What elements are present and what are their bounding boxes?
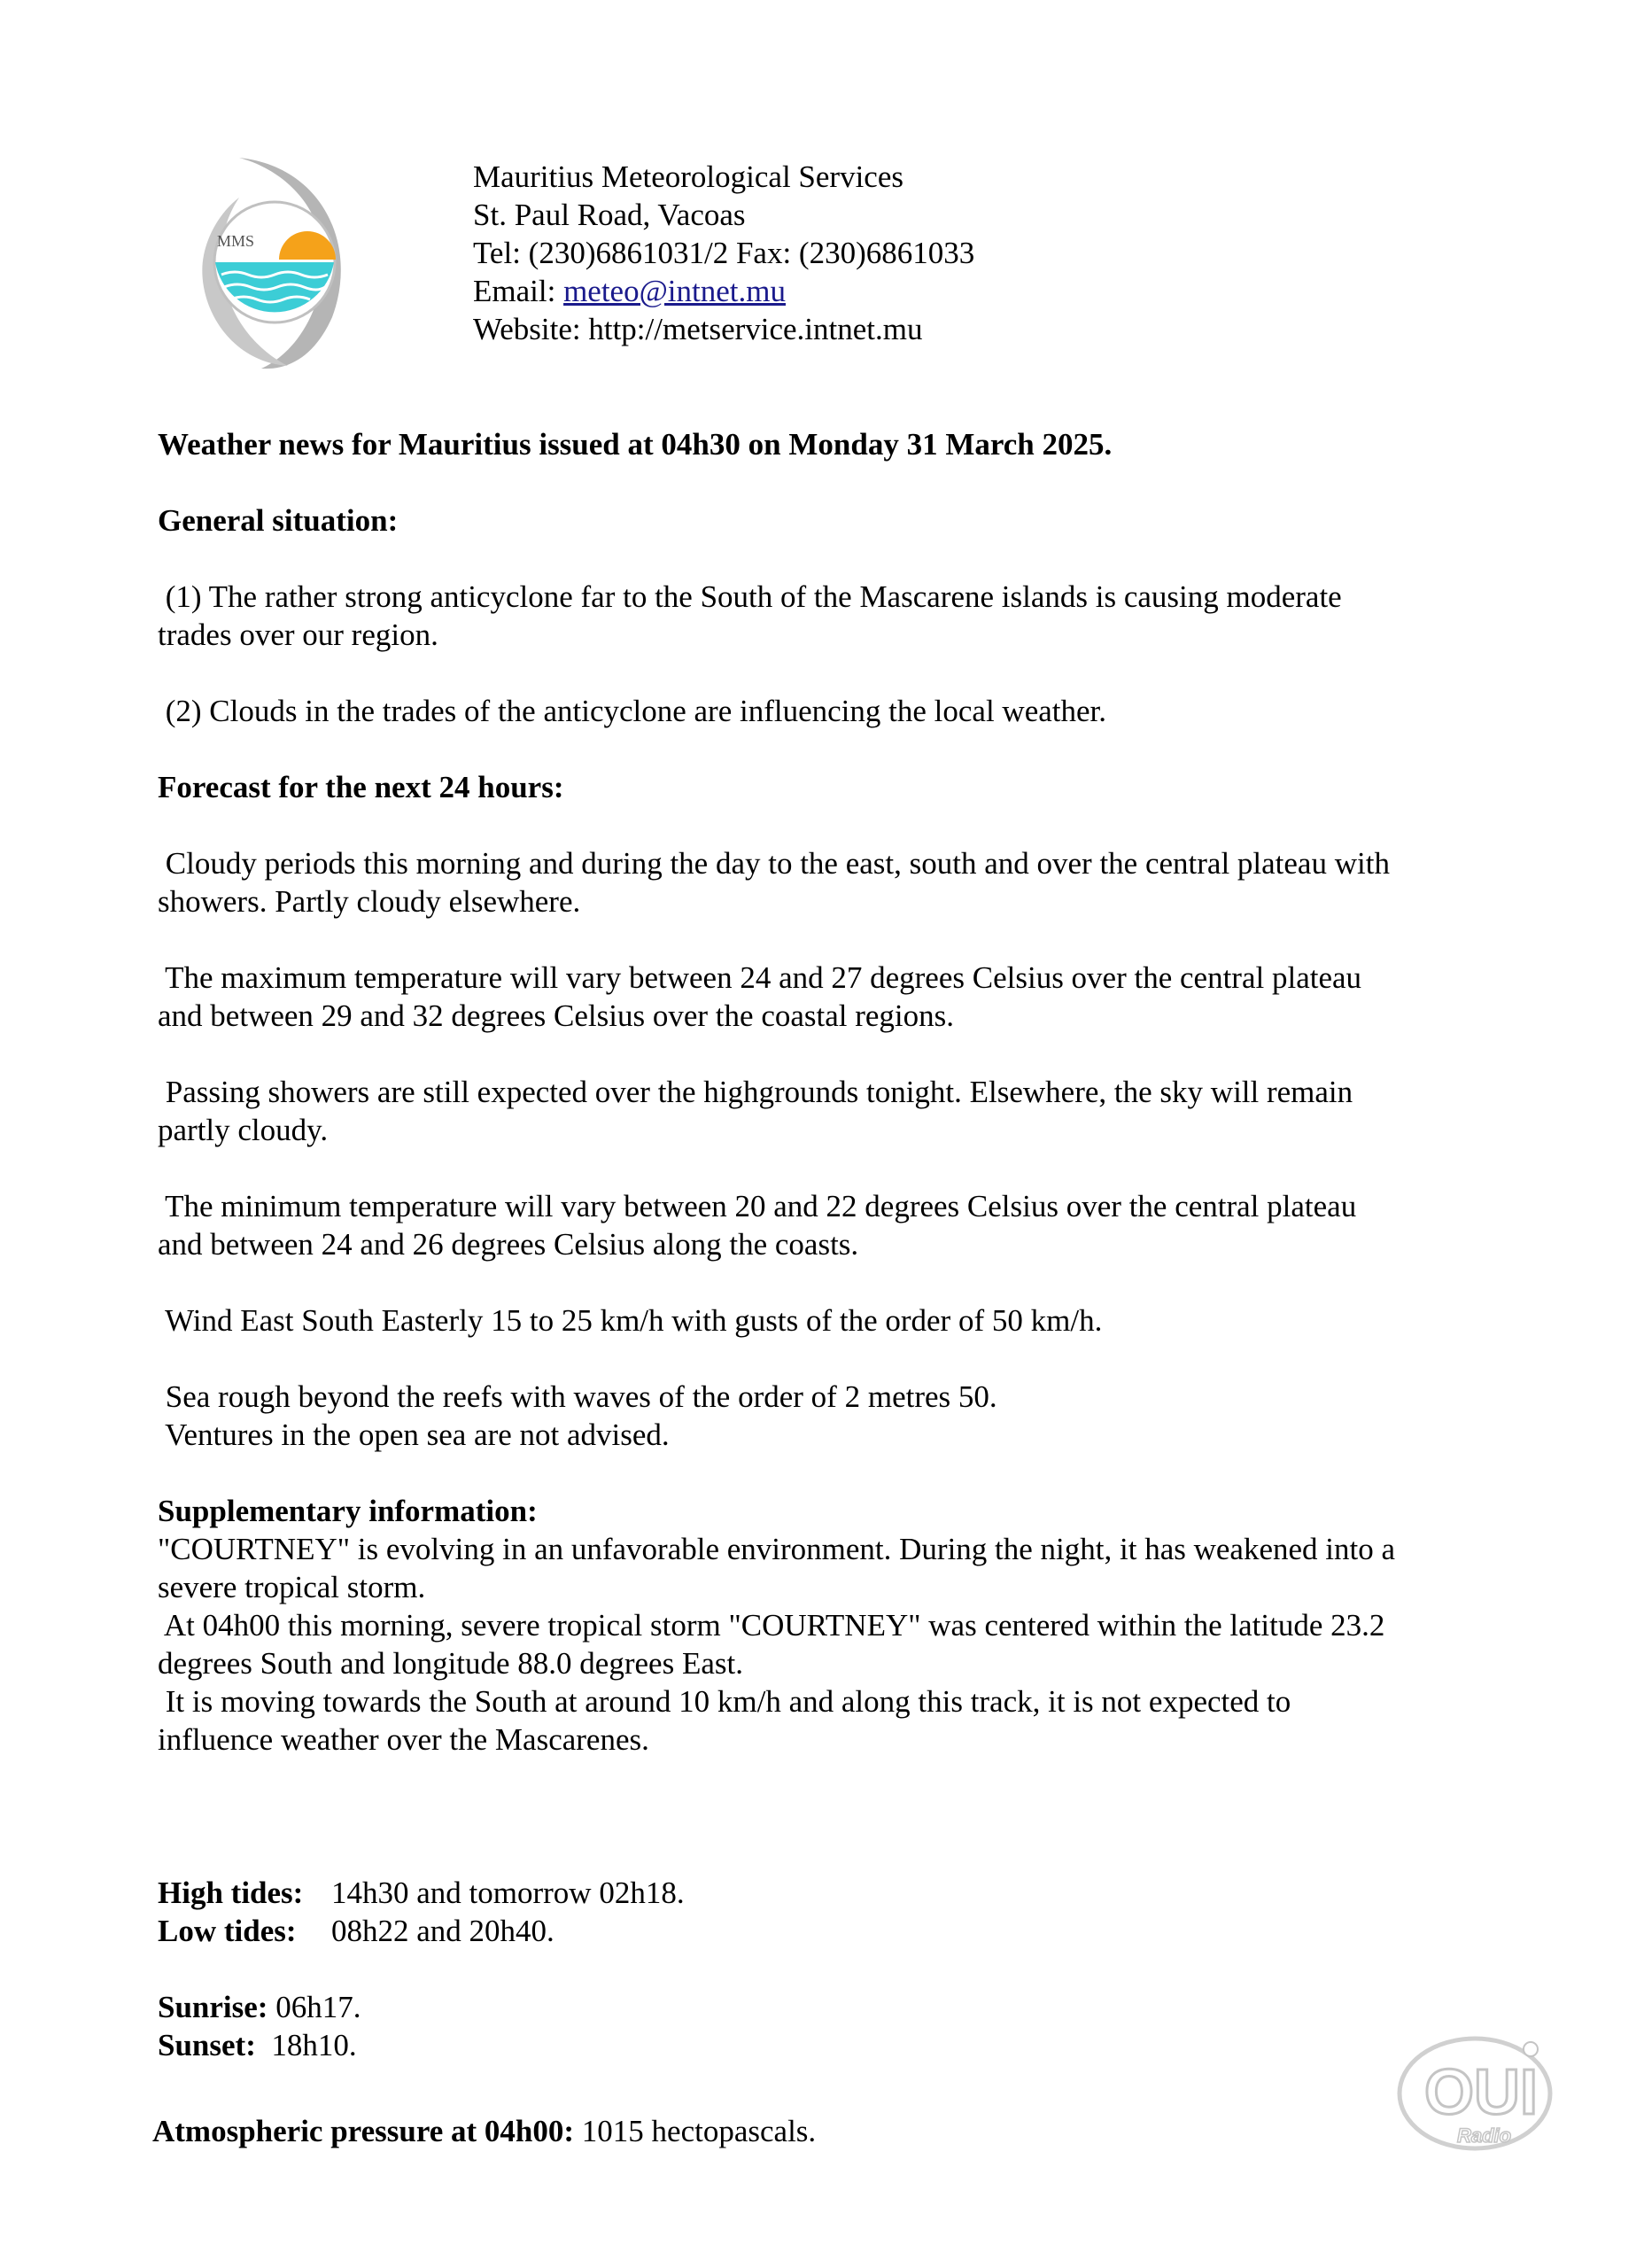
forecast-sea-line2: Ventures in the open sea are not advised. bbox=[158, 1418, 670, 1452]
general-p1-line2: trades over our region. bbox=[158, 617, 438, 652]
tel-fax: Tel: (230)6861031/2 Fax: (230)6861033 bbox=[473, 236, 975, 270]
forecast-p1-line1: Cloudy periods this morning and during the day to the east, south and over the central plateau with bbox=[158, 846, 1390, 881]
forecast-p4-line1: The minimum temperature will vary between 20 and 22 degrees Celsius over the central plateau bbox=[158, 1189, 1357, 1223]
email-link[interactable]: meteo@intnet.mu bbox=[563, 274, 786, 308]
supplementary-line1: "COURTNEY" is evolving in an unfavorable environment. During the night, it has weakened into a bbox=[158, 1532, 1396, 1566]
email-label: Email: bbox=[473, 274, 564, 308]
supplementary-heading: Supplementary information: bbox=[158, 1494, 538, 1528]
supplementary-line2: severe tropical storm. bbox=[158, 1570, 426, 1604]
low-tides-label: Low tides: bbox=[158, 1914, 297, 1948]
forecast-p3-line2: partly cloudy. bbox=[158, 1113, 329, 1147]
forecast-p4-line2: and between 24 and 26 degrees Celsius along the coasts. bbox=[158, 1227, 859, 1262]
logo-text: MMS bbox=[217, 232, 255, 250]
address: St. Paul Road, Vacoas bbox=[473, 198, 746, 232]
forecast-p2-line2: and between 29 and 32 degrees Celsius over the coastal regions. bbox=[158, 998, 955, 1033]
high-tides-label: High tides: bbox=[158, 1876, 304, 1910]
low-tides-value: 08h22 and 20h40. bbox=[331, 1914, 554, 1948]
mms-logo bbox=[190, 149, 359, 370]
general-p2: (2) Clouds in the trades of the anticyclone are influencing the local weather. bbox=[158, 694, 1107, 728]
oui-radio-watermark bbox=[1391, 2018, 1568, 2160]
sunset-line bbox=[158, 2026, 357, 2064]
forecast-p1-line2: showers. Partly cloudy elsewhere. bbox=[158, 884, 581, 919]
supplementary-line5: It is moving towards the South at around 10 km/h and along this track, it is not expected to bbox=[158, 1684, 1291, 1719]
sunrise-label: Sunrise: bbox=[158, 1990, 268, 2024]
watermark-text: OUI bbox=[1424, 2057, 1539, 2128]
forecast-heading: Forecast for the next 24 hours: bbox=[158, 770, 564, 804]
watermark-subtext: Radio bbox=[1457, 2124, 1512, 2147]
sunset-value: 18h10. bbox=[255, 2028, 357, 2062]
high-tides-value: 14h30 and tomorrow 02h18. bbox=[331, 1876, 685, 1910]
general-heading: General situation: bbox=[158, 503, 399, 538]
org-name: Mauritius Meteorological Services bbox=[473, 159, 903, 194]
pressure-value: 1015 hectopascals. bbox=[574, 2114, 817, 2148]
bulletin-title: Weather news for Mauritius issued at 04h30 on Monday 31 March 2025. bbox=[158, 427, 1113, 462]
sunrise-line bbox=[158, 1988, 361, 2026]
supplementary-line3: At 04h00 this morning, severe tropical storm "COURTNEY" was centered within the latitude 23.2 bbox=[158, 1608, 1385, 1643]
website: Website: http://metservice.intnet.mu bbox=[473, 312, 923, 346]
supplementary-line4: degrees South and longitude 88.0 degrees East. bbox=[158, 1646, 743, 1681]
forecast-p2-line1: The maximum temperature will vary between 24 and 27 degrees Celsius over the central plateau bbox=[158, 960, 1362, 995]
sunrise-value: 06h17. bbox=[268, 1990, 361, 2024]
general-p1-line1: (1) The rather strong anticyclone far to the South of the Mascarene islands is causing moderate bbox=[158, 579, 1342, 614]
header-block bbox=[473, 158, 974, 348]
sunset-label: Sunset: bbox=[158, 2028, 256, 2062]
forecast-wind: Wind East South Easterly 15 to 25 km/h with gusts of the order of 50 km/h. bbox=[158, 1303, 1103, 1338]
pressure-label: Atmospheric pressure at 04h00: bbox=[152, 2114, 575, 2148]
email-line bbox=[473, 272, 974, 310]
supplementary-line6: influence weather over the Mascarenes. bbox=[158, 1722, 649, 1757]
forecast-p3-line1: Passing showers are still expected over the highgrounds tonight. Elsewhere, the sky will remain bbox=[158, 1075, 1353, 1109]
pressure-line bbox=[152, 2112, 816, 2150]
forecast-sea-line1: Sea rough beyond the reefs with waves of the order of 2 metres 50. bbox=[158, 1379, 997, 1414]
